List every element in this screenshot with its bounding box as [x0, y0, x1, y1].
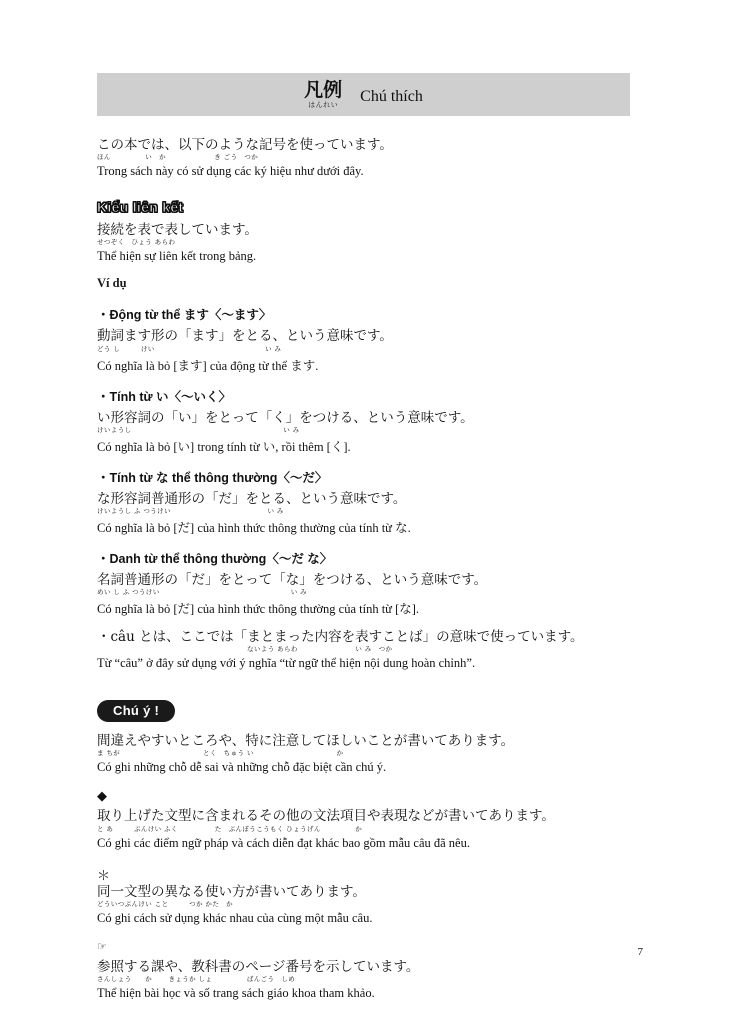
entry-japanese: い形容詞の「い」をとって「く」をつける、という意味です。 — [97, 409, 474, 426]
entry-furigana: ないよう あらわ い み つか — [247, 645, 393, 654]
diamond-icon: ◆ — [97, 789, 107, 805]
entry-japanese: な形容詞普通形の「だ」をとる、という意味です。 — [97, 490, 407, 507]
chuy-japanese: 間違えやすいところや、特に注意してほしいことが書いてあります。 — [97, 733, 515, 750]
chuy-japanese: 参照する課や、教科書のページ番号を示しています。 — [97, 958, 420, 975]
page-header-banner — [97, 73, 630, 116]
chuy-furigana: さんしょう か きょうか しょ ばんごう しめ — [97, 974, 296, 983]
chuy-item — [97, 940, 642, 1001]
chuy-japanese: 取り上げた文型に含まれるその他の文法項目や表現などが書いてあります。 — [97, 808, 555, 825]
entry-furigana: めい し ふ つうけい い み — [97, 588, 307, 597]
example-label: Ví dụ — [97, 276, 127, 291]
entry-heading: ・Động từ thể ます〈〜ます〉 — [97, 308, 272, 323]
page-number: 7 — [637, 946, 643, 958]
chuy-furigana: と あ ぶんけい ふく た ぶんぽうこうもく ひょうげん か — [97, 824, 363, 833]
intro-furigana: ほん い か き ごう つか — [97, 153, 259, 162]
entry-item — [97, 468, 642, 536]
entry-furigana: けいようし ふ つうけい い み — [97, 506, 284, 515]
page-content — [97, 138, 642, 1014]
chuy-item — [97, 789, 642, 850]
chuy-furigana: ま ちが とく ちゅう い か — [97, 749, 344, 758]
chu-y-badge: Chú ý ! — [97, 700, 175, 722]
banner-title-kanji: 凡例 — [304, 78, 343, 101]
chuy-vietnamese: Có ghi cách sử dụng khác nhau của cùng một mẫu câu. — [97, 910, 373, 925]
chuy-vietnamese: Có ghi các điểm ngữ pháp và cách diễn đạt khác bao gồm mẫu câu đã nêu. — [97, 835, 470, 850]
banner-title-japanese — [304, 78, 343, 109]
section-link-type — [97, 199, 642, 291]
entry-vietnamese: Có nghĩa là bỏ [い] trong tính từ い, rồi thêm [く]. — [97, 439, 351, 454]
pointing-hand-icon: ☞ — [97, 939, 107, 953]
section-link-vietnamese: Thể hiện sự liên kết trong bảng. — [97, 249, 257, 264]
chuy-item — [97, 865, 642, 926]
entry-item — [97, 305, 642, 373]
entry-japanese: 動詞ます形の「ます」をとる、という意味です。 — [97, 328, 393, 345]
chuy-item — [97, 734, 642, 775]
section-link-japanese: 接続を表で表しています。 — [97, 222, 258, 239]
entry-furigana: けいようし い み — [97, 425, 300, 434]
intro-japanese: この本では、以下のような記号を使っています。 — [97, 137, 393, 153]
entry-item — [97, 549, 642, 617]
entry-vietnamese: Có nghĩa là bỏ [ます] của động từ thể ます. — [97, 358, 319, 373]
chuy-japanese: 同一文型の異なる使い方が書いてあります。 — [97, 883, 366, 900]
entry-heading-japanese: ・câu とは、ここでは「まとまった内容を表すことば」の意味で使っています。 — [97, 629, 584, 646]
chuy-furigana: どういつぶんけい こと つか かた か — [97, 899, 234, 908]
banner-inner — [304, 78, 423, 109]
chuy-vietnamese: Thể hiện bài học và số trang sách giáo khoa tham khảo. — [97, 985, 375, 1000]
entry-furigana: どう し けい い み — [97, 344, 282, 353]
chuy-vietnamese: Có ghi những chỗ dễ sai và những chỗ đặc biệt cần chú ý. — [97, 760, 387, 775]
entry-heading: ・Tính từ な thể thông thường〈〜だ〉 — [97, 470, 328, 485]
intro-block — [97, 138, 642, 179]
section-link-heading: Kiểu liên kết — [97, 199, 184, 216]
entry-vietnamese: Từ “câu” ở đây sử dụng với ý nghĩa “từ ngữ thể hiện nội dung hoàn chỉnh”. — [97, 656, 476, 671]
entry-heading: ・Danh từ thể thông thường〈〜だ な〉 — [97, 551, 333, 566]
entry-vietnamese: Có nghĩa là bỏ [だ] của hình thức thông thường của tính từ な. — [97, 520, 411, 535]
banner-title-furigana: はんれい — [308, 100, 339, 109]
banner-title-vietnamese: Chú thích — [360, 87, 423, 105]
entry-heading: ・Tính từ い〈〜いく〉 — [97, 389, 232, 404]
asterisk-icon: ＊ — [97, 868, 111, 884]
entry-item — [97, 387, 642, 455]
intro-vietnamese: Trong sách này có sử dụng các ký hiệu như dưới đây. — [97, 164, 364, 179]
entry-vietnamese: Có nghĩa là bỏ [だ] của hình thức thông thường của tính từ [な]. — [97, 602, 420, 617]
entry-japanese: 名詞普通形の「だ」をとって「な」をつける、という意味です。 — [97, 571, 488, 588]
entry-item — [97, 630, 642, 671]
section-link-furigana: せつぞく ひょう あらわ — [97, 238, 176, 247]
